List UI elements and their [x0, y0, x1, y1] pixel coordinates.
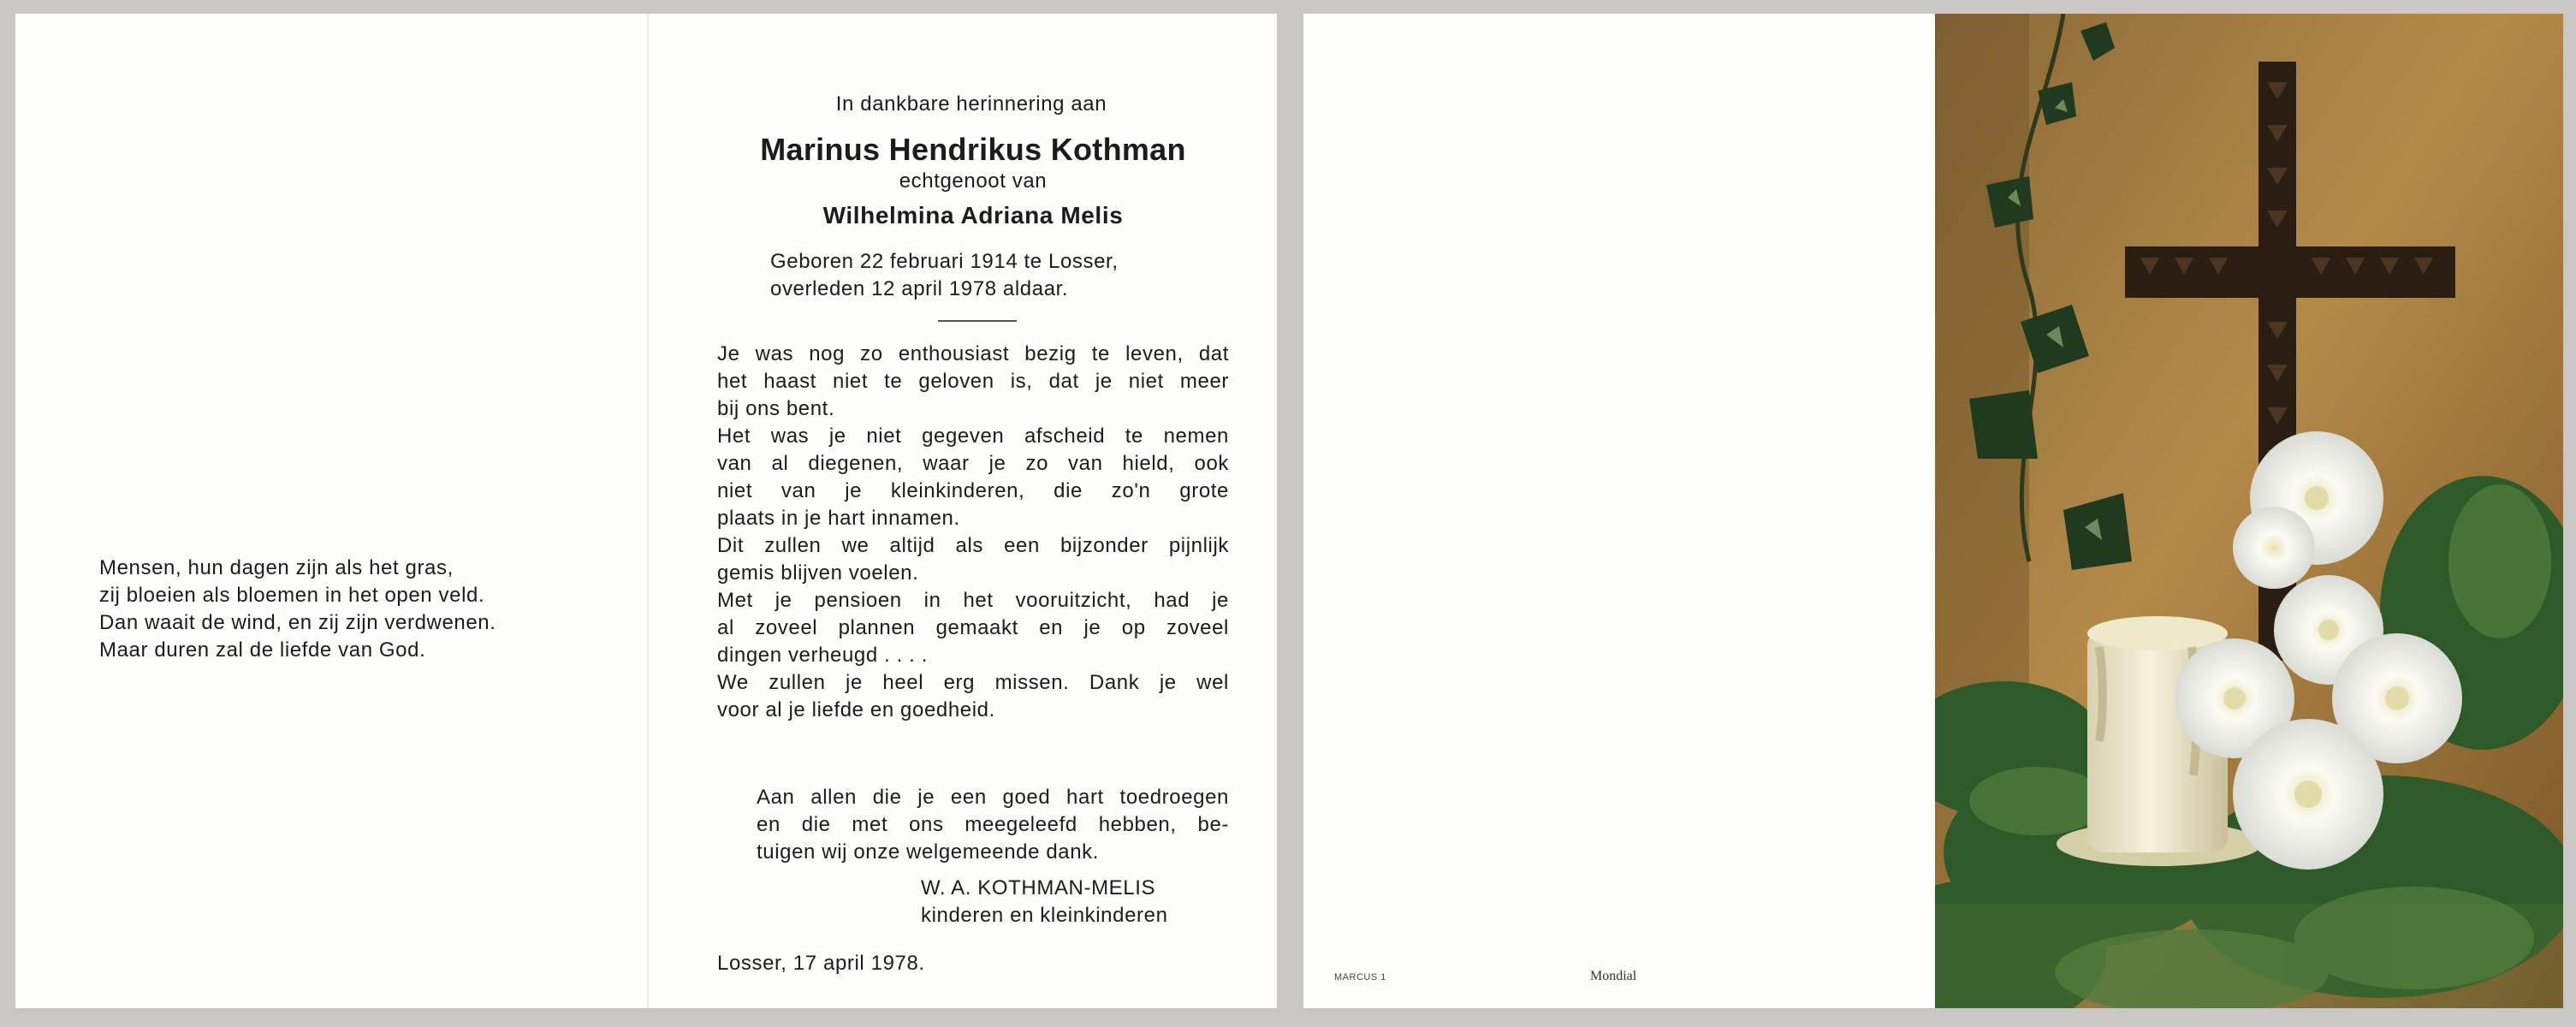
body-line: voor al je liefde en goedheid. — [717, 698, 995, 721]
body-line: bij ons bent. — [717, 397, 835, 420]
divider-rule — [938, 320, 1017, 322]
spouse-label: echtgenoot van — [899, 169, 1048, 193]
signature — [921, 875, 1229, 929]
card-inside-spread — [15, 14, 1277, 1008]
poem-line: Dan waait de wind, en zij zijn verdwenen. — [99, 611, 496, 634]
thanks-line: tuigen wij onze welgemeende dank. — [757, 840, 1100, 864]
thanks-line: Aan allen die je een goed hart toedroegen — [757, 786, 1229, 809]
body-line: Je was nog zo enthousiast bezig te leven, dat — [717, 342, 1229, 365]
thanks-line: en die met ons meegeleefd hebben, be- — [757, 813, 1229, 836]
memorial-body — [717, 341, 1229, 724]
death-line: overleden 12 april 1978 aldaar. — [770, 277, 1069, 300]
body-line: plaats in je hart innamen. — [717, 507, 960, 530]
body-line: dingen verheugd . . . . — [717, 644, 928, 667]
intro-line: In dankbare herinnering aan — [835, 92, 1107, 116]
printer-code: MARCUS 1 — [1334, 972, 1386, 982]
body-line: al zoveel plannen gemaakt en je op zoveel — [717, 616, 1229, 639]
memorial-text — [717, 91, 1229, 977]
poem-line: zij bloeien als bloemen in het open veld. — [99, 584, 485, 607]
poem — [99, 555, 496, 664]
signature-family: kinderen en kleinkinderen — [921, 904, 1168, 927]
birth-line: Geboren 22 februari 1914 te Losser, — [770, 250, 1119, 273]
body-line: van al diegenen, waar je zo van hield, ook — [717, 452, 1229, 475]
cross-candle-photo — [1935, 14, 2563, 1008]
body-line: niet van je kleinkinderen, die zo'n grote — [717, 479, 1229, 502]
signature-name: W. A. KOTHMAN-MELIS — [921, 876, 1156, 899]
deceased-name: Marinus Hendrikus Kothman — [760, 132, 1186, 167]
body-line: gemis blijven voelen. — [717, 561, 919, 585]
life-dates — [770, 248, 1229, 303]
card-outside-spread — [1303, 14, 2563, 1008]
spouse-name: Wilhelmina Adriana Melis — [822, 202, 1124, 229]
place-date: Losser, 17 april 1978. — [717, 952, 925, 975]
poem-line: Maar duren zal de liefde van God. — [99, 638, 426, 662]
body-line: Met je pensioen in het vooruitzicht, had je — [717, 589, 1229, 612]
thanks-note — [757, 784, 1229, 866]
fold-line — [647, 14, 649, 1008]
body-line: het haast niet te geloven is, dat je niet meer — [717, 370, 1229, 393]
poem-line: Mensen, hun dagen zijn als het gras, — [99, 556, 454, 579]
body-line: We zullen je heel erg missen. Dank je wel — [717, 671, 1229, 694]
body-line: Het was je niet gegeven afscheid te nemen — [717, 424, 1229, 448]
printer-brand: Mondial — [1590, 969, 1637, 983]
body-line: Dit zullen we altijd als een bijzonder pijnlijk — [717, 534, 1229, 557]
